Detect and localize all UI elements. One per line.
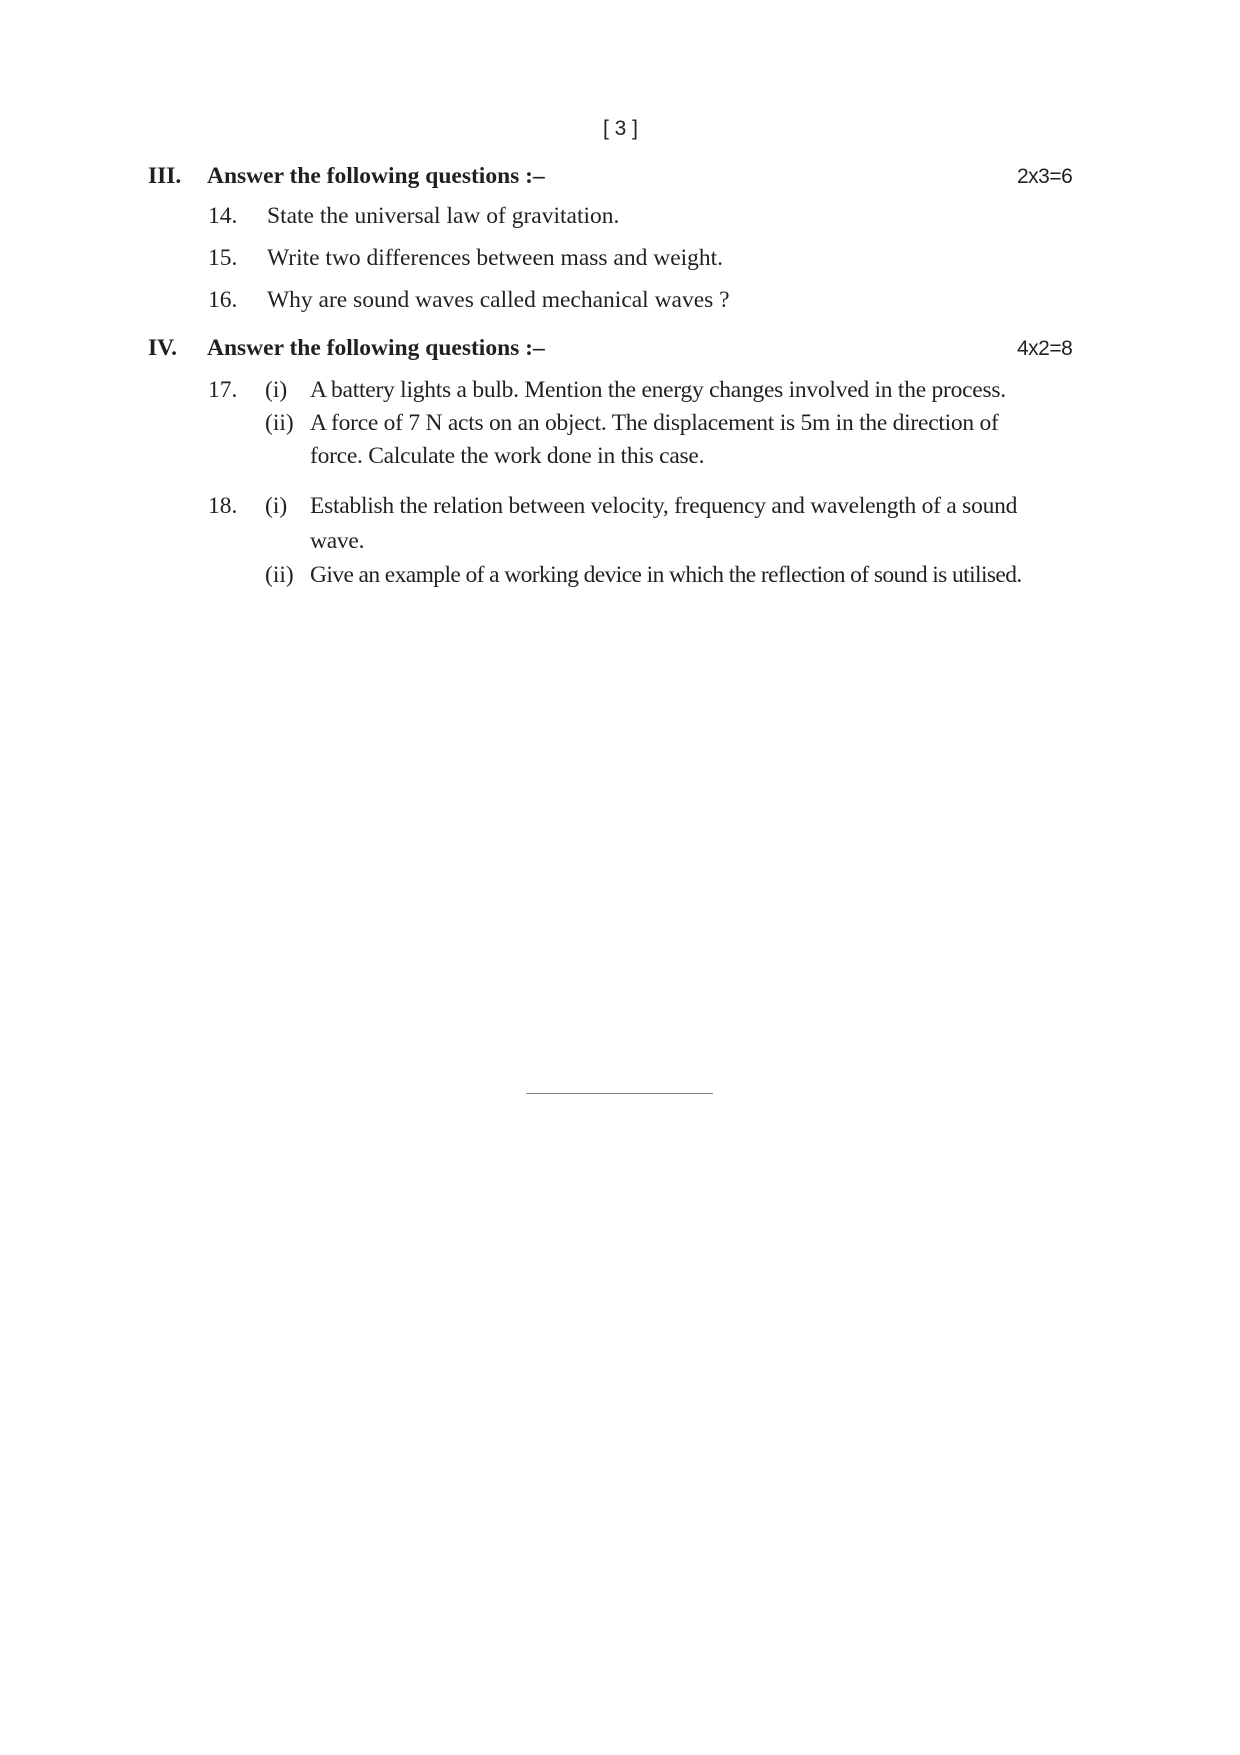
question-number: 14.	[208, 203, 238, 229]
question-number: 16.	[208, 287, 238, 313]
question-number: 18.	[208, 493, 238, 519]
section-heading: Answer the following questions :–	[207, 163, 545, 189]
part-text: Give an example of a working device in which the reflection of sound is utilised.	[310, 562, 1022, 588]
page-number: [ 3 ]	[603, 117, 639, 140]
section-numeral: IV.	[148, 335, 177, 361]
question-text: Why are sound waves called mechanical waves ?	[267, 287, 730, 313]
section-numeral: III.	[148, 163, 182, 189]
part-label: (ii)	[265, 410, 294, 436]
question-number: 17.	[208, 377, 238, 403]
part-label: (i)	[265, 493, 288, 519]
section-marks: 2x3=6	[1017, 165, 1073, 188]
part-text-continued: force. Calculate the work done in this case.	[310, 443, 705, 469]
part-text: A battery lights a bulb. Mention the energy changes involved in the process.	[310, 377, 1006, 403]
part-text: A force of 7 N acts on an object. The displacement is 5m in the direction of	[310, 410, 999, 436]
section-marks: 4x2=8	[1017, 337, 1073, 360]
section-heading: Answer the following questions :–	[207, 335, 545, 361]
part-label: (ii)	[265, 562, 294, 588]
question-number: 15.	[208, 245, 238, 271]
end-of-paper-divider	[526, 1093, 713, 1094]
question-text: State the universal law of gravitation.	[267, 203, 620, 229]
part-text: Establish the relation between velocity, frequency and wavelength of a sound	[310, 493, 1018, 519]
part-text-continued: wave.	[310, 528, 365, 554]
question-text: Write two differences between mass and weight.	[267, 245, 724, 271]
part-label: (i)	[265, 377, 288, 403]
